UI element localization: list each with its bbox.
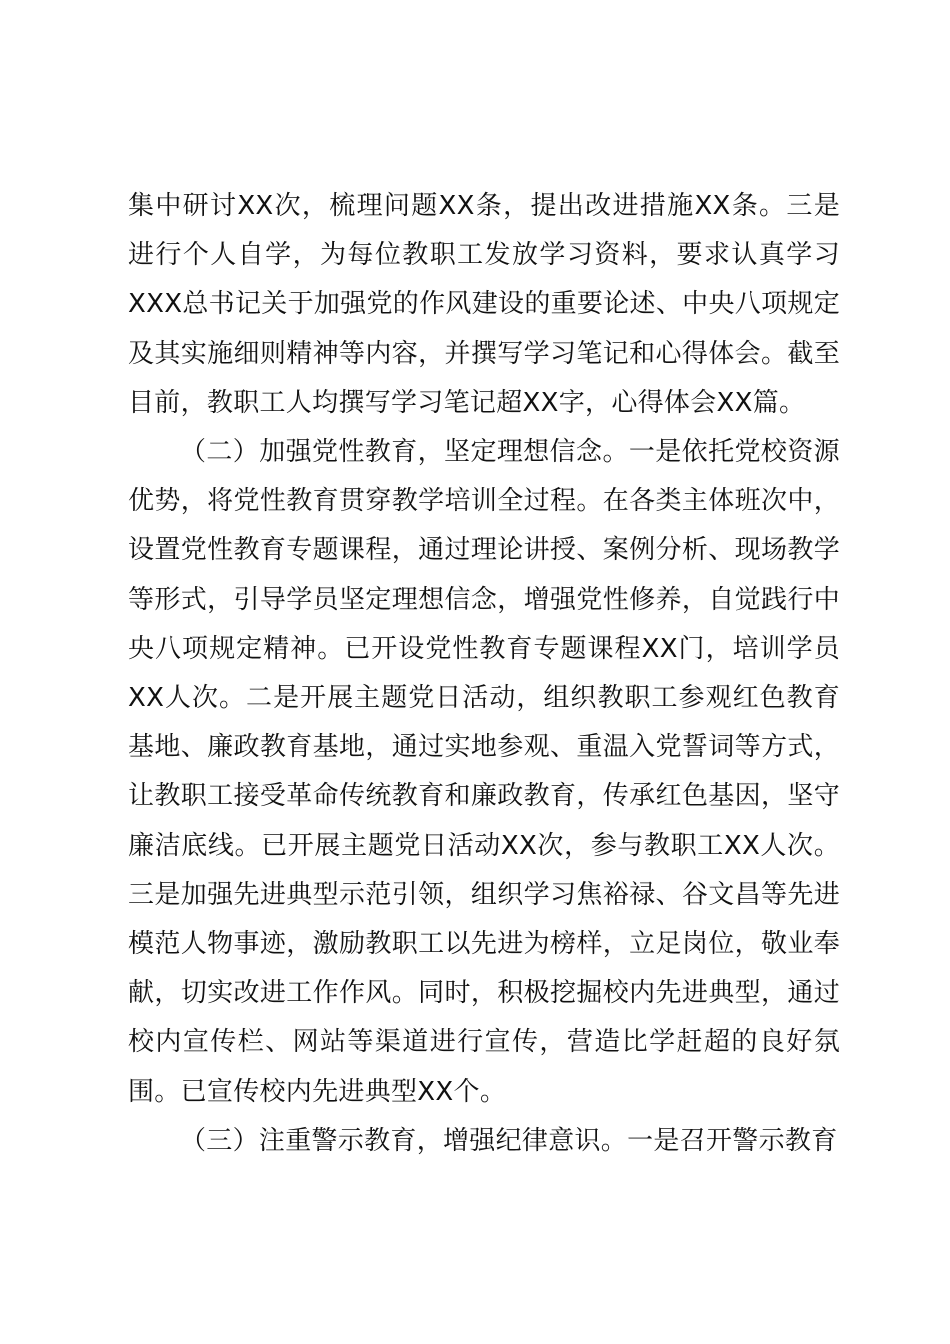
document-body <box>128 182 840 1166</box>
paragraph-party-spirit-education: （二）加强党性教育，坚定理想信念。一是依托党校资源优势，将党性教育贯穿教学培训全过程。在各类主体班次中，设置党性教育专题课程，通过理论讲授、案例分析、现场教学等形式，引导学员坚定理想信念，增强党性修养，自觉践行中央八项规定精神。已开设党性教育专题课程XX门，培训学员XX人次。二是开展主题党日活动，组织教职工参观红色教育基地、廉政教育基地，通过实地参观、重温入党誓词等方式，让教职工接受革命传统教育和廉政教育，传承红色基因，坚守廉洁底线。已开展主题党日活动XX次，参与教职工XX人次。三是加强先进典型示范引领，组织学习焦裕禄、谷文昌等先进模范人物事迹，激励教职工以先进为榜样，立足岗位，敬业奉献，切实改进工作作风。同时，积极挖掘校内先进典型，通过校内宣传栏、网站等渠道进行宣传，营造比学赶超的良好氛围。已宣传校内先进典型XX个。 <box>128 437 840 1107</box>
paragraph-warning-education: （三）注重警示教育，增强纪律意识。一是召开警示教育 <box>180 1125 838 1156</box>
paragraph-study-summary: 集中研讨XX次，梳理问题XX条，提出改进措施XX条。三是进行个人自学，为每位教职工发放学习资料，要求认真学习XXX总书记关于加强党的作风建设的重要论述、中央八项规定及其实施细则精神等内容，并撰写学习笔记和心得体会。截至目前，教职工人均撰写学习笔记超XX字，心得体会XX篇。 <box>128 191 840 418</box>
